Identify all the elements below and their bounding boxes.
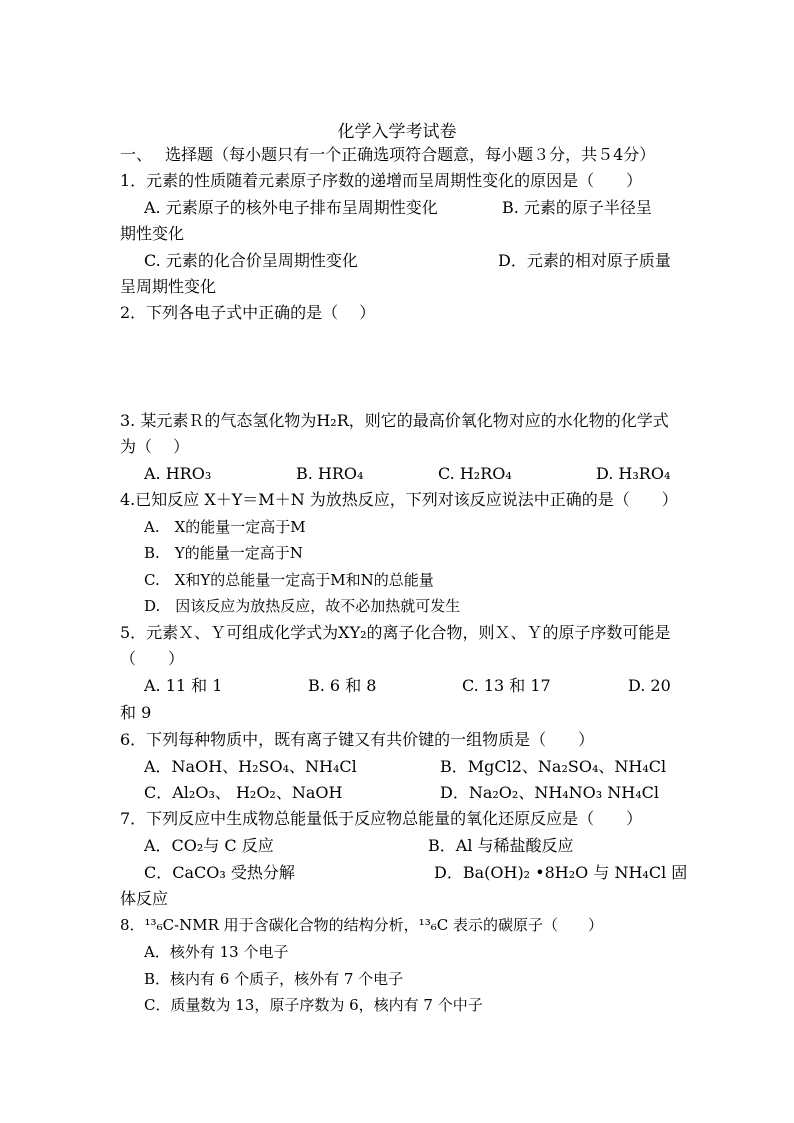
question-3-option-b: B. HRO₄ xyxy=(296,464,364,483)
question-1-option-b-continued: 期性变化 xyxy=(120,224,185,243)
question-3-option-d: D. H₃RO₄ xyxy=(596,464,671,483)
question-1-option-a: A. 元素原子的核外电子排布呈周期性变化 xyxy=(144,198,438,217)
question-7-option-c: C．CaCO₃ 受热分解 xyxy=(144,863,295,882)
question-7-option-d-continued: 体反应 xyxy=(120,889,169,908)
question-5-option-c: C. 13 和 17 xyxy=(462,676,551,695)
question-5-option-a: A. 11 和 1 xyxy=(144,676,223,695)
question-4-option-d: D. 因该反应为放热反应，故不必加热就可发生 xyxy=(144,597,461,615)
question-5-stem: 5．元素Ｘ、Ｙ可组成化学式为XY₂的离子化合物，则Ｘ、Ｙ的原子序数可能是 xyxy=(120,623,671,642)
question-7-option-a: A．CO₂与 C 反应 xyxy=(144,836,274,855)
question-1-stem: 1．元素的性质随着元素原子序数的递增而呈周期性变化的原因是（ ） xyxy=(120,171,643,190)
section-heading: 一、 选择题（每小题只有一个正确选项符合题意，每小题３分，共５4分） xyxy=(120,145,656,164)
question-7-option-b: B．Al 与稀盐酸反应 xyxy=(428,836,574,855)
question-8-option-b: B．核内有 6 个质子，核外有 7 个电子 xyxy=(144,970,404,988)
question-7-stem: 7．下列反应中生成物总能量低于反应物总能量的氧化还原反应是（ ） xyxy=(120,809,643,828)
question-3-option-a: A. HRO₃ xyxy=(144,464,212,483)
question-8-option-a: A．核外有 13 个电子 xyxy=(144,943,289,961)
question-3-option-c: C. H₂RO₄ xyxy=(438,464,512,483)
question-1-option-c: C. 元素的化合价呈周期性变化 xyxy=(144,251,358,270)
question-7-option-d: D．Ba(OH)₂ •8H₂O 与 NH₄Cl 固 xyxy=(434,863,688,882)
question-3-stem-continued: 为（ ） xyxy=(120,437,190,456)
question-6-stem: 6．下列每种物质中，既有离子键又有共价键的一组物质是（ ） xyxy=(120,730,595,749)
question-4-option-b: B. Y的能量一定高于N xyxy=(144,544,303,562)
question-2-stem: 2．下列各电子式中正确的是（ ） xyxy=(120,303,376,322)
question-3-stem: 3. 某元素Ｒ的气态氢化物为H₂R，则它的最高价氧化物对应的水化物的化学式 xyxy=(120,411,669,430)
question-1-option-b: B. 元素的原子半径呈 xyxy=(502,198,652,217)
question-4-stem: 4.已知反应 X＋Y＝M＋N 为放热反应，下列对该反应说法中正确的是（ ） xyxy=(120,490,678,509)
question-6-option-b: B．MgCl2、Na₂SO₄、NH₄Cl xyxy=(440,757,667,776)
question-8-stem: 8．¹³₆C-NMR 用于含碳化合物的结构分析，¹³₆C 表示的碳原子（ ） xyxy=(120,916,603,934)
question-1-option-d: D．元素的相对原子质量 xyxy=(498,251,671,270)
question-5-option-d-continued: 和 9 xyxy=(120,703,152,722)
question-5-stem-continued: （ ） xyxy=(120,649,185,668)
question-4-option-c: C. X和Y的总能量一定高于M和N的总能量 xyxy=(144,571,434,589)
question-6-option-d: D．Na₂O₂、NH₄NO₃ NH₄Cl xyxy=(440,783,660,802)
question-2-figure-area xyxy=(120,330,680,400)
question-8-option-c: C．质量数为 13，原子序数为 6，核内有 7 个中子 xyxy=(144,996,483,1014)
page-title: 化学入学考试卷 xyxy=(337,122,457,142)
question-5-option-b: B. 6 和 8 xyxy=(308,676,377,695)
question-1-option-d-continued: 呈周期性变化 xyxy=(120,277,217,296)
question-6-option-a: A．NaOH、H₂SO₄、NH₄Cl xyxy=(144,757,357,776)
question-4-option-a: A. X的能量一定高于M xyxy=(144,518,306,536)
question-6-option-c: C．Al₂O₃、 H₂O₂、NaOH xyxy=(144,783,343,802)
question-5-option-d: D. 20 xyxy=(628,676,671,695)
